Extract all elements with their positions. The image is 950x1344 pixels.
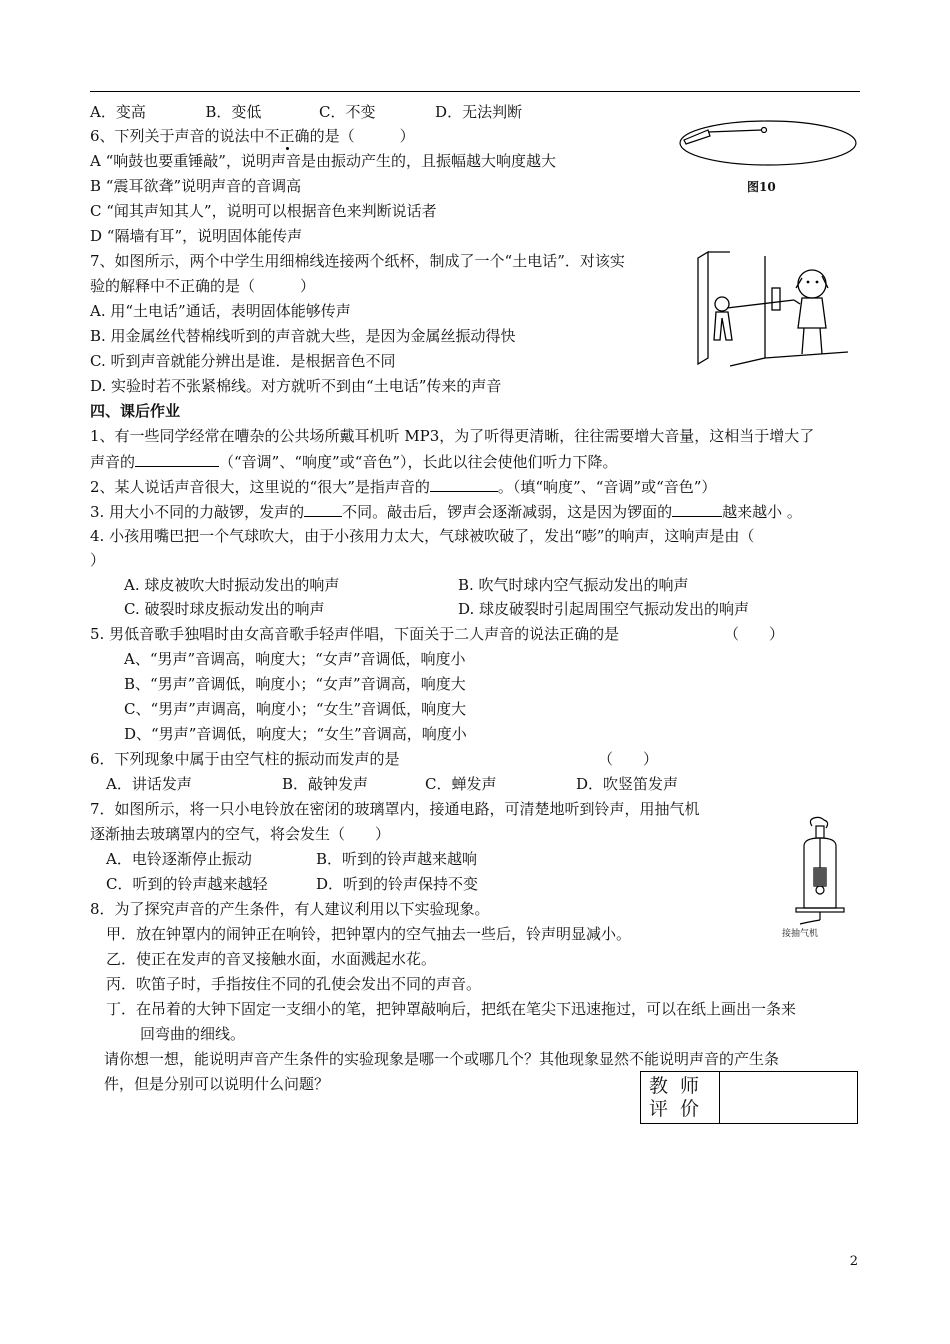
section-title: 四、课后作业 [90, 402, 181, 420]
q5-option-c: C．不变 [319, 103, 376, 121]
hw-q2-answer-blank[interactable] [430, 475, 498, 492]
tin-can-telephone-illustration [690, 248, 850, 368]
hw-q4-option-a: A. 球皮被吹大时振动发出的响声 [124, 576, 340, 594]
hw-q5-option-c: C、“男声”声调高，响度小；“女生”音调低，响度大 [124, 700, 467, 718]
hw-q4-line1: 4. 小孩用嘴巴把一个气球吹大，由于小孩用力太大，气球被吹破了，发出“嘭”的响声，这响声是由（ [90, 527, 755, 545]
hw-q7-option-d: D．听到的铃声保持不变 [316, 875, 479, 893]
q5-option-b: B．变低 [205, 103, 262, 121]
hw-q8-stem: 8．为了探究声音的产生条件，有人建议利用以下实验现象。 [90, 900, 490, 918]
hw-q4-line2: ） [90, 551, 106, 569]
hw-q4-option-d: D. 球皮破裂时引起周围空气振动发出的响声 [458, 600, 750, 618]
eval-label-line1: 教师 [649, 1075, 712, 1097]
page-number: 2 [849, 1254, 858, 1269]
teacher-evaluation-box [640, 1071, 858, 1124]
q6-option-a: A “响鼓也要重锤敲”，说明声音是由振动产生的，且振幅越大响度越大 [90, 152, 556, 170]
q6-option-d: D “隔墙有耳”，说明固体能传声 [90, 227, 303, 245]
hw-q6-option-d: D．吹竖笛发声 [576, 775, 679, 793]
q7-stem-line1: 7、如图所示，两个中学生用细棉线连接两个纸杯，制成了一个“土电话”．对该实 [90, 252, 625, 270]
figure-10-illustration [678, 118, 858, 168]
hw-q5-stem: 5. 男低音歌手独唱时由女高音歌手轻声伴唱，下面关于二人声音的说法正确的是 [90, 625, 620, 643]
hw-q8-item-bing: 丙．吹笛子时，手指按住不同的孔使会发出不同的声音。 [106, 975, 482, 993]
hw-q7-option-a: A．电铃逐渐停止振动 [106, 850, 252, 868]
eval-label-line2: 评价 [649, 1098, 712, 1120]
hw-q1-line1: 1、有一些同学经常在嘈杂的公共场所戴耳机听 MP3，为了听得更清晰，往往需要增大音量，这相当于增大了 [90, 427, 815, 445]
q7-stem-line2: 验的解释中不正确的是（ ） [90, 277, 316, 295]
hw-q8-item-jia: 甲．放在钟罩内的闹钟正在响铃，把钟罩内的空气抽去一些后，铃声明显减小。 [106, 925, 632, 943]
hw-q5-option-d: D、“男声”音调低，响度大；“女生”音调高，响度小 [124, 725, 467, 743]
q5-options [90, 101, 522, 123]
bell-jar-illustration [790, 816, 850, 938]
q6-option-b: B “震耳欲聋”说明声音的音调高 [90, 177, 302, 195]
hw-q3-answer-blank-2[interactable] [672, 500, 722, 517]
hw-q6-option-a: A．讲话发声 [106, 775, 192, 793]
hw-q5-option-b: B、“男声”音调低，响度小；“女声”音调高，响度大 [124, 675, 466, 693]
hw-q7-option-c: C．听到的铃声越来越轻 [106, 875, 268, 893]
q7-option-a: A. 用“土电话”通话，表明固体能够传声 [90, 302, 351, 320]
hw-q8-item-ding-cont: 回弯曲的细线。 [140, 1025, 246, 1043]
q6-option-c: C “闻其声知其人”，说明可以根据音色来判断说话者 [90, 202, 437, 220]
hw-q6-option-c: C．蝉发声 [425, 775, 497, 793]
hw-q2: 2、某人说话声音很大，这里说的“很大”是指声音的 。（填“响度”、“音调”或“音色”） [90, 475, 716, 498]
hw-q1-answer-blank[interactable] [135, 450, 219, 467]
q6-stem-dotted: 不正确 [264, 127, 310, 145]
bell-jar-figure-label: 接抽气机 [782, 929, 819, 939]
q6-stem: 6、下列关于声音的说法中不正确的是（ ） [90, 127, 415, 145]
hw-q8-question-line2: 件，但是分别可以说明什么问题？ [104, 1075, 330, 1093]
hw-q1-line2: 声音的 （“音调”、“响度”或“音色”），长此以往会使他们听力下降。 [90, 450, 618, 473]
q5-option-a: A．变高 [90, 103, 146, 121]
hw-q3: 3. 用大小不同的力敲锣，发声的 不同。敲击后，锣声会逐渐减弱，这是因为锣面的 越来越小 。 [90, 500, 802, 523]
hw-q3-answer-blank-1[interactable] [304, 500, 342, 517]
hw-q6-option-b: B．敲钟发声 [282, 775, 369, 793]
hw-q4-option-c: C. 破裂时球皮振动发出的响声 [124, 600, 325, 618]
hw-q8-question-line1: 请你想一想，能说明声音产生条件的实验现象是哪一个或哪几个？其他现象显然不能说明声音的产生条 [104, 1050, 780, 1068]
hw-q6-paren: （ ） [598, 750, 659, 768]
hw-q7-option-b: B．听到的铃声越来越响 [316, 850, 478, 868]
eval-box-divider [719, 1072, 720, 1123]
hw-q5-option-a: A、“男声”音调高，响度大；“女声”音调低，响度小 [124, 650, 466, 668]
q5-option-d: D．无法判断 [435, 103, 523, 121]
q7-option-d: D. 实验时若不张紧棉线。对方就听不到由“土电话”传来的声音 [90, 377, 502, 395]
q7-option-b: B. 用金属丝代替棉线听到的声音就大些，是因为金属丝振动得快 [90, 327, 516, 345]
figure-10-label: 图10 [747, 180, 776, 194]
hw-q6-stem: 6．下列现象中属于由空气柱的振动而发声的是 [90, 750, 400, 768]
hw-q5-paren: （ ） [724, 625, 785, 643]
hw-q8-item-yi: 乙．使正在发声的音叉接触水面，水面溅起水花。 [106, 950, 437, 968]
hw-q7-line1: 7．如图所示，将一只小电铃放在密闭的玻璃罩内，接通电路，可清楚地听到铃声，用抽气机 [90, 800, 700, 818]
hw-q4-option-b: B. 吹气时球内空气振动发出的响声 [458, 576, 689, 594]
hw-q8-item-ding: 丁．在吊着的大钟下固定一支细小的笔，把钟罩敲响后，把纸在笔尖下迅速拖过，可以在纸上画出一条来 [106, 1000, 797, 1018]
header-rule [90, 91, 860, 92]
hw-q7-line2: 逐渐抽去玻璃罩内的空气，将会发生（ ） [90, 825, 391, 843]
q7-option-c: C. 听到声音就能分辨出是谁．是根据音色不同 [90, 352, 396, 370]
